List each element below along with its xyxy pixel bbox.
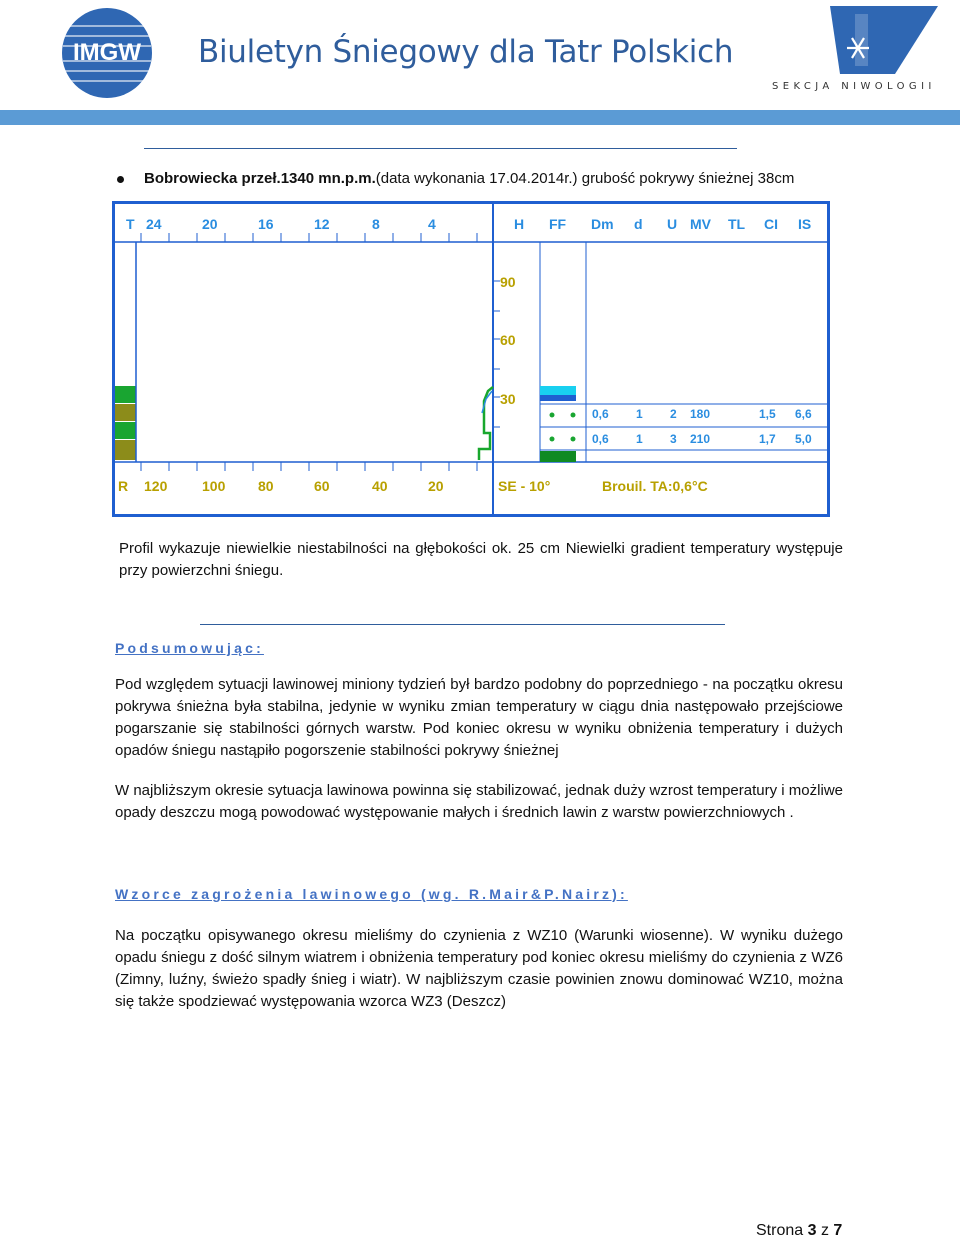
col-u: U bbox=[667, 216, 678, 232]
grain-bar bbox=[540, 451, 576, 462]
row1-ci: 6,6 bbox=[795, 407, 812, 421]
bottom-tick-20: 20 bbox=[428, 478, 444, 494]
summary-paragraph-1: Pod względem sytuacji lawinowej miniony tydzień był bardzo podobny do poprzedniego - na początku okresu pokrywa śnieżna była stabilna, jedynie w wyniku zmian temperatury w ciągu dnia następowało przejściowe pogarszanie się stabilności górnych warstw. Pod koniec okresu w wyniku obniżenia temperatury i dużych opadów śniegu nastąpiło pogorszenie stabilności pokrywy śnieżnej bbox=[115, 676, 843, 759]
current-page: 3 bbox=[807, 1222, 817, 1239]
bottom-label-r: R bbox=[118, 478, 129, 494]
snow-profile-chart bbox=[112, 201, 830, 517]
section-name: SEKCJA NIWOLOGII bbox=[772, 81, 936, 92]
profile-note: Profil wykazuje niewielkie niestabilności na głębokości ok. 25 cm Niewielki gradient temperatury występuje przy powierzchni śniegu. bbox=[119, 540, 843, 579]
imgw-logo-text: IMGW bbox=[73, 39, 141, 66]
tick-4: 4 bbox=[428, 216, 436, 232]
pattern-paragraph: Na początku opisywanego okresu mieliśmy do czynienia z WZ10 (Warunki wiosenne). W wyniku dużego opadu śniegu z dość silnym wiatrem i obniżenia temperatury pod koniec okresu mieliśmy do czynienia z WZ6 (Zimny, luźny, świeżo spadły śnieg i wiatr). W najbliższym czasie powinien znowu dominować WZ10, można się także spodziewać występowania wzorca WZ3 (Deszcz) bbox=[115, 927, 843, 1010]
axis-label-t: T bbox=[126, 216, 135, 232]
bottom-tick-60: 60 bbox=[314, 478, 330, 494]
row2-d: 1 bbox=[636, 432, 643, 446]
row1-mv: 180 bbox=[690, 407, 711, 421]
height-tick-30: 30 bbox=[500, 391, 516, 407]
pattern-heading: Wzorce zagrożenia lawinowego (wg. R.Mair&P.Nairz): bbox=[115, 886, 628, 902]
tick-24: 24 bbox=[146, 216, 162, 232]
col-dm: Dm bbox=[591, 216, 614, 232]
col-tl: TL bbox=[728, 216, 746, 232]
aspect-label: SE - 10° bbox=[498, 478, 551, 494]
bottom-tick-100: 100 bbox=[202, 478, 226, 494]
tick-12: 12 bbox=[314, 216, 330, 232]
total-pages: 7 bbox=[833, 1222, 843, 1239]
summary-paragraph-2: W najbliższym okresie sytuacja lawinowa powinna się stabilizować, jednak duży wzrost temperatury i możliwe opady deszczu mogą powodować występowanie małych i średnich lawin z warstw powierzchniowych . bbox=[115, 782, 843, 821]
imgw-logo bbox=[60, 6, 154, 100]
col-is: IS bbox=[798, 216, 812, 232]
col-mv: MV bbox=[690, 216, 711, 232]
grain-bar bbox=[540, 395, 576, 401]
row1-tl: 1,5 bbox=[759, 407, 776, 421]
hardness-bar bbox=[115, 404, 136, 421]
tick-8: 8 bbox=[372, 216, 380, 232]
tick-16: 16 bbox=[258, 216, 274, 232]
row2-ci: 5,0 bbox=[795, 432, 812, 446]
divider bbox=[144, 148, 737, 149]
profile-caption bbox=[144, 170, 794, 187]
col-ff: FF bbox=[549, 216, 567, 232]
summary-heading: Podsumowując: bbox=[115, 640, 264, 656]
conditions-label: Brouil. TA:0,6°C bbox=[602, 478, 708, 494]
station-name: Bobrowiecka przeł.1340 mn.p.m. bbox=[144, 170, 376, 187]
page-number bbox=[756, 1222, 842, 1240]
row2-tl: 1,7 bbox=[759, 432, 776, 446]
tick-20: 20 bbox=[202, 216, 218, 232]
profile-details: (data wykonania 17.04.2014r.) grubość pokrywy śnieżnej 38cm bbox=[375, 170, 795, 187]
col-d: d bbox=[634, 216, 643, 232]
row1-d: 1 bbox=[636, 407, 643, 421]
grain-bar bbox=[540, 386, 576, 395]
hardness-bar bbox=[115, 440, 136, 460]
row2-dm: 0,6 bbox=[592, 432, 609, 446]
height-tick-90: 90 bbox=[500, 274, 516, 290]
bottom-tick-80: 80 bbox=[258, 478, 274, 494]
hardness-bar bbox=[115, 422, 136, 439]
height-tick-60: 60 bbox=[500, 332, 516, 348]
row2-mv: 210 bbox=[690, 432, 711, 446]
row1-dm: 0,6 bbox=[592, 407, 609, 421]
bottom-tick-120: 120 bbox=[144, 478, 168, 494]
page-title: Biuletyn Śniegowy dla Tatr Polskich bbox=[198, 34, 734, 70]
page-label: Strona bbox=[756, 1222, 804, 1239]
col-ci: CI bbox=[764, 216, 778, 232]
row2-u: 3 bbox=[670, 432, 677, 446]
hardness-bar bbox=[115, 386, 136, 403]
col-h: H bbox=[514, 216, 525, 232]
page-of: z bbox=[820, 1222, 829, 1239]
row1-u: 2 bbox=[670, 407, 677, 421]
divider bbox=[200, 624, 725, 625]
header-band bbox=[0, 110, 960, 125]
bullet bbox=[117, 176, 124, 183]
bottom-tick-40: 40 bbox=[372, 478, 388, 494]
